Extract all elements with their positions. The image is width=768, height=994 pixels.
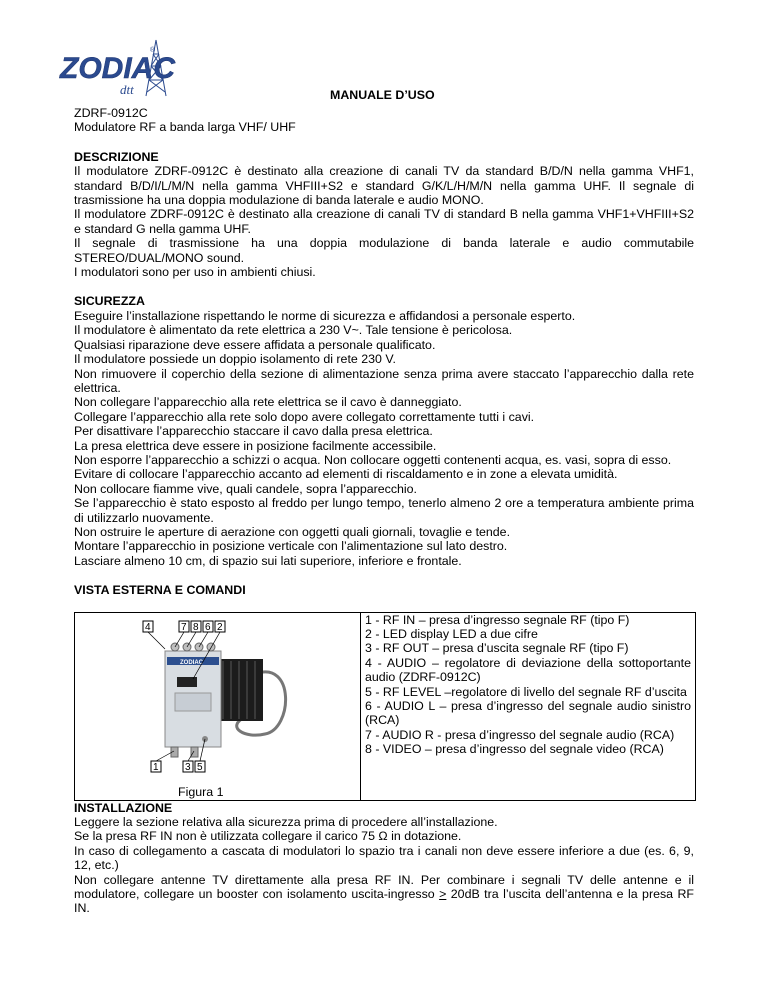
legend-item: 3 - RF OUT – presa d’uscita segnale RF (tipo F) xyxy=(365,641,629,656)
document-body xyxy=(74,106,694,916)
callout-4: 4 xyxy=(145,621,151,633)
model-code: ZDRF-0912C xyxy=(74,106,148,120)
paragraph: Non esporre l’apparecchio a schizzi o acqua. Non collocare oggetti contenenti acqua, es. vasi, sopra di esso. xyxy=(74,452,672,467)
heading-vista: VISTA ESTERNA E COMANDI xyxy=(74,583,246,598)
paragraph: Collegare l’apparecchio alla rete solo dopo avere collegato correttamente tutti i cavi. xyxy=(74,409,535,424)
svg-text:dtt: dtt xyxy=(120,82,134,97)
legend-cell xyxy=(361,613,695,800)
legend-item: 5 - RF LEVEL –regolatore di livello del segnale RF d’uscita xyxy=(365,684,687,699)
paragraph: Eseguire l’installazione rispettando le norme di sicurezza e affidandosi a personale esperto. xyxy=(74,308,576,323)
heading-sicurezza: SICUREZZA xyxy=(74,294,145,309)
text-run: 20dB tra l’uscita dell’antenna e la presa RF IN. xyxy=(74,887,694,916)
legend-item: 7 - AUDIO R - presa d’ingresso del segnale audio (RCA) xyxy=(365,727,675,742)
paragraph: Leggere la sezione relativa alla sicurezza prima di procedere all’installazione. xyxy=(74,815,498,829)
section-descrizione xyxy=(74,150,694,280)
document-subtitle: Modulatore RF a banda larga VHF/ UHF xyxy=(74,120,296,135)
callout-7: 7 xyxy=(181,621,187,633)
legend-item: 1 - RF IN – presa d’ingresso segnale RF (tipo F) xyxy=(365,612,630,627)
paragraph: Il modulatore è alimentato da rete elettrica a 230 V~. Tale tensione è pericolosa. xyxy=(74,323,513,338)
paragraph: Se la presa RF IN non è utilizzata collegare il carico 75 Ω in dotazione. xyxy=(74,829,462,844)
heading-descrizione: DESCRIZIONE xyxy=(74,149,159,164)
callout-layer xyxy=(75,613,360,800)
paragraph: Il segnale di trasmissione ha una doppia modulazione di banda laterale e audio commutabile STEREO/DUAL/MONO sound. xyxy=(74,236,694,265)
section-sicurezza xyxy=(74,294,694,568)
document-title: MANUALE D’USO xyxy=(330,88,435,102)
callout-1: 1 xyxy=(153,761,159,773)
heading-installazione: INSTALLAZIONE xyxy=(74,800,173,815)
paragraph: Non rimuovere il coperchio della sezione di alimentazione senza prima avere staccato l’apparecchio dalla rete elettrica. xyxy=(74,366,694,395)
paragraph xyxy=(74,873,694,916)
paragraph: Qualsiasi riparazione deve essere affidata a personale qualificato. xyxy=(74,337,436,352)
legend-item: 6 - AUDIO L – presa d’ingresso del segnale audio sinistro (RCA) xyxy=(365,699,691,728)
figure-caption: Figura 1 xyxy=(178,784,224,799)
svg-text:ZODIAC: ZODIAC xyxy=(180,659,203,666)
paragraph: In caso di collegamento a cascata di modulatori lo spazio tra i canali non deve essere inferiore a due (es. 6, 9, 12, etc.) xyxy=(74,843,694,873)
callout-2: 2 xyxy=(217,621,223,633)
paragraph: Montare l’apparecchio in posizione verticale con l’alimentazione sul lato destro. xyxy=(74,539,508,554)
paragraph: Il modulatore ZDRF-0912C è destinato alla creazione di canali TV da standard B/D/N nella gamma VHF1, standard B/D/I/L/M/N nella gamma VHFIII+S2 e standard G/K/L/H/M/N nella gamma UHF. Il segnale di trasmissione ha una doppia modulazione di banda laterale e audio MONO. xyxy=(74,164,694,208)
paragraph: Non collocare fiamme vive, quali candele, sopra l’apparecchio. xyxy=(74,481,417,496)
figure-table xyxy=(74,612,696,801)
svg-text:ZODIAC: ZODIAC xyxy=(60,52,175,85)
text-run: Non collegare antenne TV direttamente alla presa RF IN. Per combinare i segnali TV delle antenne e il modulatore, collegare un booster con isolamento uscita-ingresso xyxy=(74,872,694,902)
zodiac-logo xyxy=(58,36,178,100)
greater-equal-symbol: > xyxy=(439,887,447,902)
figure-cell xyxy=(75,613,361,800)
callout-6: 6 xyxy=(205,621,211,633)
paragraph: La presa elettrica deve essere in posizione facilmente accessibile. xyxy=(74,438,437,453)
svg-text:®: ® xyxy=(150,47,156,54)
paragraph: Evitare di collocare l’apparecchio accanto ad elementi di riscaldamento e in zone a elevata umidità. xyxy=(74,467,618,482)
paragraph: I modulatori sono per uso in ambienti chiusi. xyxy=(74,265,316,280)
callout-5: 5 xyxy=(197,761,203,773)
paragraph: Non collegare l’apparecchio alla rete elettrica se il cavo è danneggiato. xyxy=(74,395,462,410)
paragraph: Non ostruire le aperture di aerazione con oggetti quali giornali, tovaglie e tende. xyxy=(74,524,511,539)
section-vista xyxy=(74,583,694,800)
paragraph: Il modulatore ZDRF-0912C è destinato alla creazione di canali TV di standard B nella gamma VHF1+VHFIII+S2 e standard G nella gamma UHF. xyxy=(74,207,694,236)
paragraph: Il modulatore possiede un doppio isolamento di rete 230 V. xyxy=(74,352,396,367)
paragraph: Se l’apparecchio è stato esposto al freddo per lungo tempo, tenerlo almeno 2 ore a temperatura ambiente prima di utilizzarlo nuovamente. xyxy=(74,496,694,525)
legend-item: 2 - LED display LED a due cifre xyxy=(365,627,538,641)
legend-item: 8 - VIDEO – presa d’ingresso del segnale video (RCA) xyxy=(365,742,664,757)
paragraph: Lasciare almeno 10 cm, di spazio sui lati superiore, inferiore e frontale. xyxy=(74,553,462,568)
callout-8: 8 xyxy=(193,621,199,633)
paragraph: Per disattivare l’apparecchio staccare il cavo dalla presa elettrica. xyxy=(74,424,433,439)
section-installazione xyxy=(74,801,694,916)
callout-3: 3 xyxy=(185,761,191,773)
legend-item: 4 - AUDIO – regolatore di deviazione della sottoportante audio (ZDRF-0912C) xyxy=(365,655,691,685)
